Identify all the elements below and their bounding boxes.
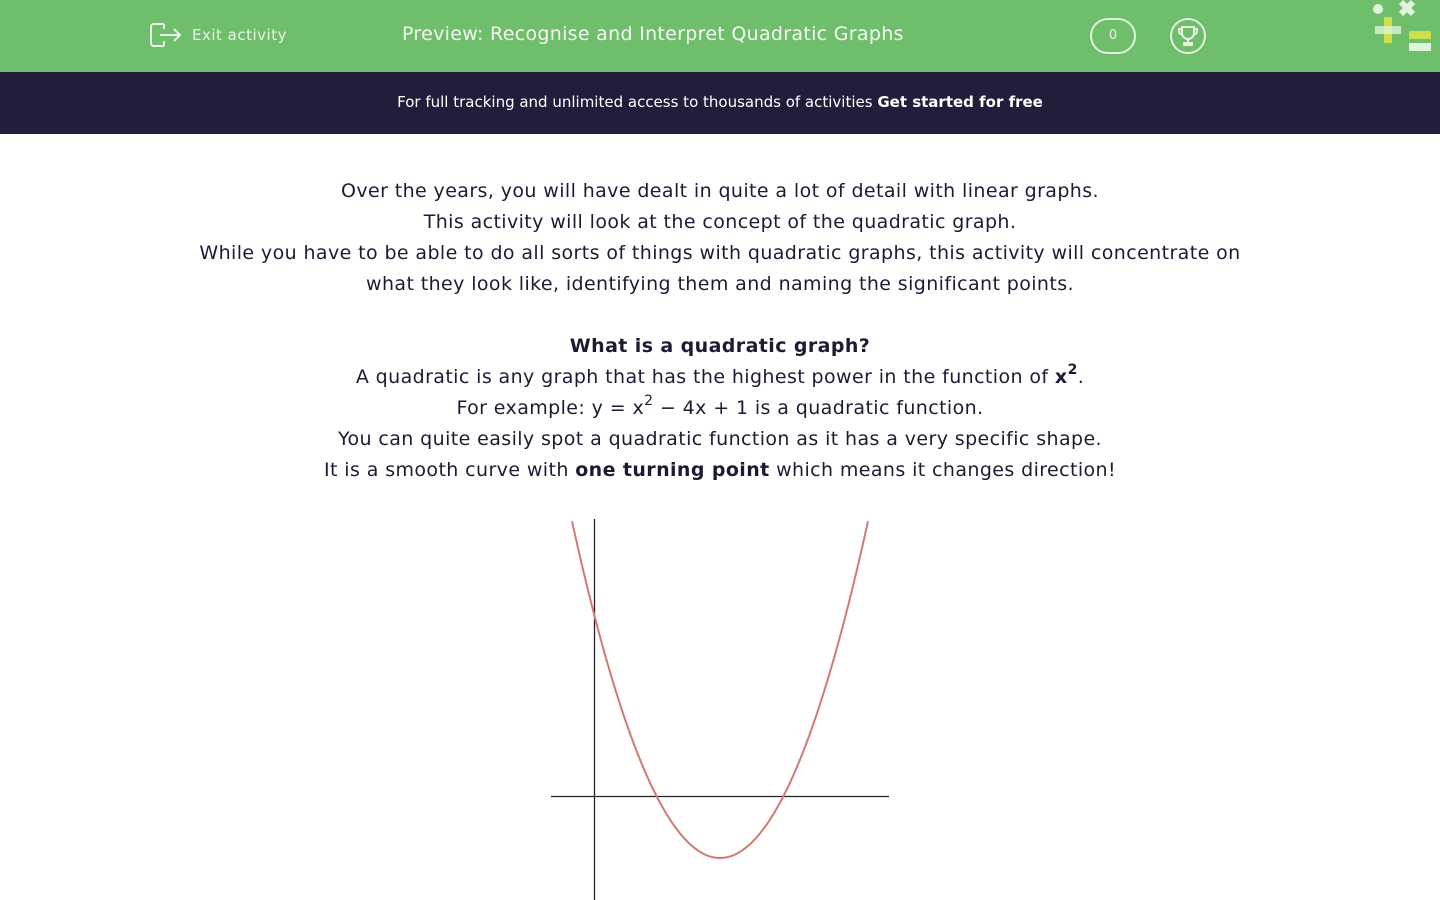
example-line: For example: $y = x^2 - 4x + 1$ is a quadratic function. [456, 393, 984, 419]
turning-point-line: It is a smooth curve with one turning point which means it changes direction! [324, 459, 1116, 481]
section-heading: What is a quadratic graph? [569, 335, 871, 357]
intro-line: Over the years, you will have dealt in quite a lot of detail with linear graphs. [341, 180, 1099, 202]
get-started-link[interactable]: Get started for free [877, 93, 1043, 111]
banner-text: For full tracking and unlimited access to thousands of activities [397, 93, 878, 111]
intro-line: what they look like, identifying them and naming the significant points. [366, 273, 1074, 295]
definition-line: A quadratic is any graph that has the highest power in the function of $x^2$. [355, 362, 1085, 388]
intro-line: While you have to be able to do all sorts of things with quadratic graphs, this activity will concentrate on [199, 242, 1241, 264]
shape-line: You can quite easily spot a quadratic function as it has a very specific shape. [338, 428, 1102, 450]
parabola-curve [572, 521, 868, 858]
exit-label: Exit activity [192, 26, 287, 44]
page-title: Preview: Recognise and Interpret Quadratic Graphs [402, 23, 904, 45]
score-badge: 0 [1090, 18, 1136, 54]
intro-line: This activity will look at the concept of the quadratic graph. [423, 211, 1017, 233]
